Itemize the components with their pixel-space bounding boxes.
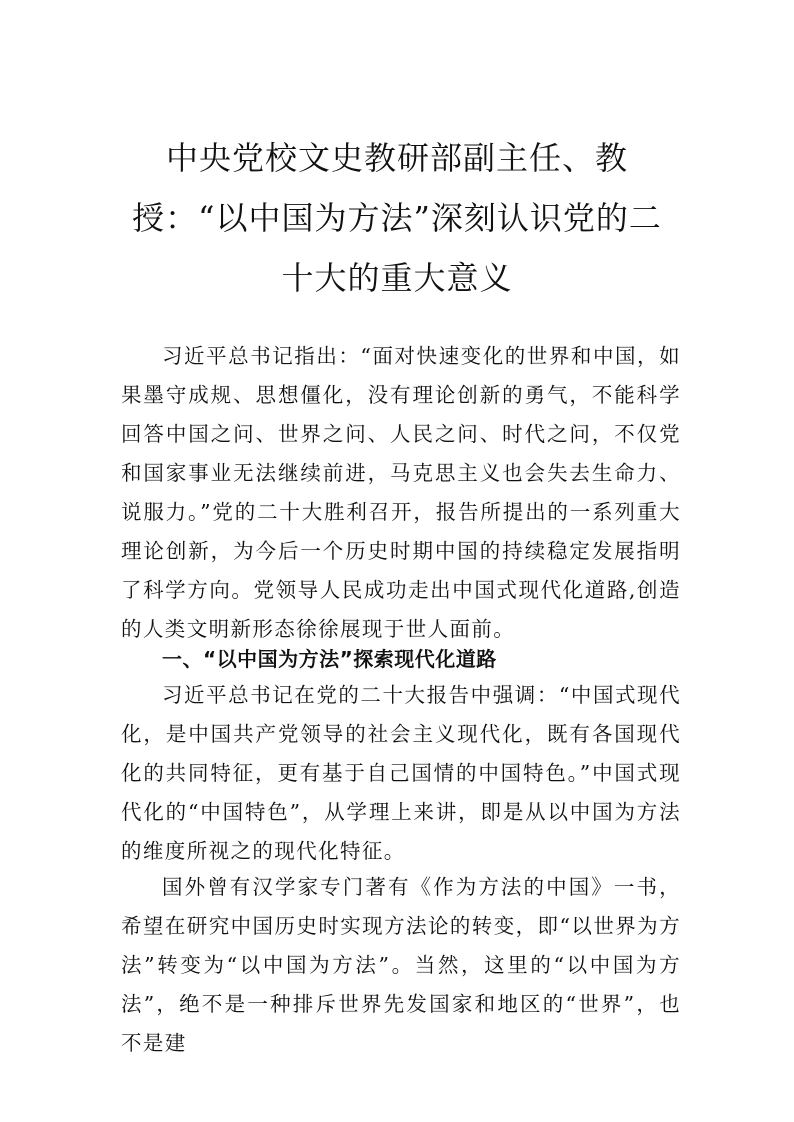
document-title: 中央党校文史教研部副主任、教授：“以中国为方法”深刻认识党的二十大的重大意义	[132, 139, 662, 297]
body-paragraph-2: 习近平总书记在党的二十大报告中强调：“中国式现代化，是中国共产党领导的社会主义现代化，既有各国现代化的共同特征，更有基于自己国情的中国特色。”中国式现代化的“中国特色”，从学理上来讲，即是从以中国为方法的维度所视之的现代化特征。	[121, 683, 681, 863]
body-paragraph-3: 国外曾有汉学家专门著有《作为方法的中国》一书，希望在研究中国历史时实现方法论的转变，即“以世界为方法”转变为“以中国为方法”。当然，这里的“以中国为方法”，绝不是一种排斥世界先发国家和地区的“世界”，也不是建	[121, 875, 681, 1055]
section-heading-1: 一、“以中国为方法”探索现代化道路	[162, 647, 497, 671]
body-paragraph-1: 习近平总书记指出：“面对快速变化的世界和中国，如果墨守成规、思想僵化，没有理论创新的勇气，不能科学回答中国之问、世界之问、人民之问、时代之问，不仅党和国家事业无法继续前进，马克思主义也会失去生命力、说服力。”党的二十大胜利召开，报告所提出的一系列重大理论创新，为今后一个历史时期中国的持续稳定发展指明了科学方向。党领导人民成功走出中国式现代化道路,创造的人类文明新形态徐徐展现于世人面前。	[121, 344, 681, 641]
